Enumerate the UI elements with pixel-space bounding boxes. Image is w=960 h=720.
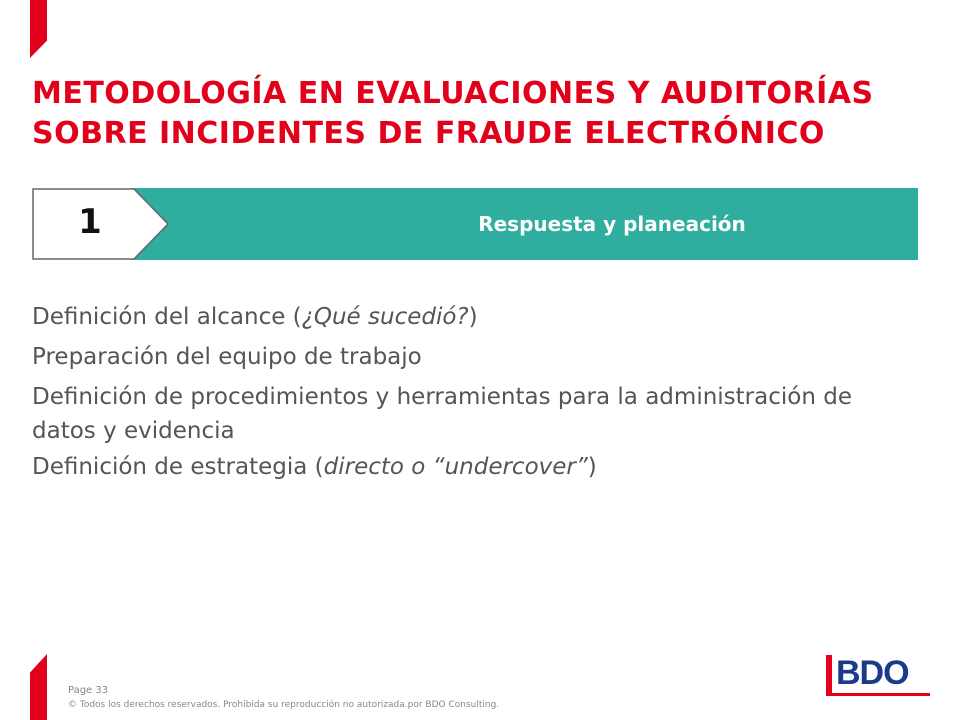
- logo-red-underline: [826, 693, 930, 696]
- bullet-scope-definition: [32, 300, 912, 334]
- bullet-4-text: Definición de estrategia (: [32, 454, 324, 480]
- step-label: Respuesta y planeación: [478, 212, 746, 236]
- bottom-red-accent: [30, 654, 47, 720]
- bullet-1-end: ): [468, 304, 478, 330]
- bullet-1-text: Definición del alcance (: [32, 304, 302, 330]
- bullet-4-end: ): [587, 454, 597, 480]
- bullet-strategy-definition: [32, 450, 912, 484]
- slide-title: [32, 74, 912, 154]
- top-red-accent: [30, 0, 47, 58]
- step-number-chevron: [32, 188, 134, 260]
- bullet-team-preparation: Preparación del equipo de trabajo: [32, 344, 422, 370]
- slide-title-line-1: METODOLOGÍA EN EVALUACIONES Y AUDITORÍAS: [32, 76, 874, 111]
- step-bar: [132, 188, 918, 260]
- step-number: 1: [78, 202, 102, 242]
- step-banner: [32, 188, 918, 260]
- bullet-list: [32, 300, 912, 490]
- logo-text: BDO: [836, 654, 909, 692]
- copyright-notice: © Todos los derechos reservados. Prohibida su reproducción no autorizada.por BDO Consulting.: [68, 700, 500, 710]
- bdo-logo: [826, 655, 930, 695]
- footer: [68, 684, 499, 712]
- logo-red-bar: [826, 655, 832, 693]
- bullet-4-italic: directo o “undercover”: [323, 454, 588, 480]
- bullet-1-italic: ¿Qué sucedió?: [301, 304, 469, 330]
- bullet-procedures-definition: Definición de procedimientos y herramientas para la administración de datos y evidencia: [32, 384, 852, 444]
- slide-title-line-2: SOBRE INCIDENTES DE FRAUDE ELECTRÓNICO: [32, 116, 825, 151]
- page-number: Page 33: [68, 685, 109, 696]
